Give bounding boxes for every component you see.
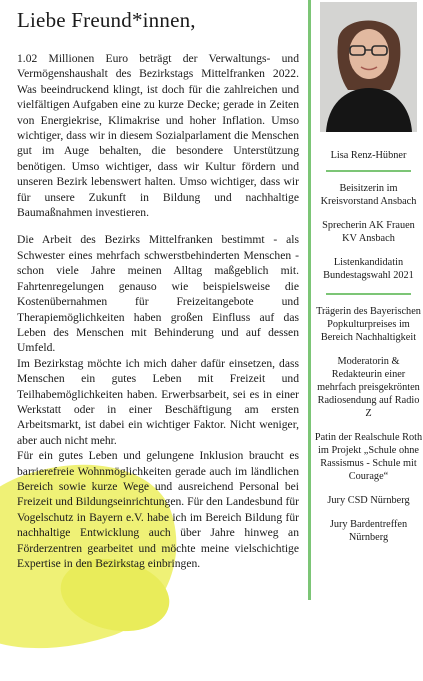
role-item: Jury Bardentreffen Nürnberg [329,519,408,543]
letter-column [17,8,299,583]
person-name: Lisa Renz-Hübner [330,150,407,161]
portrait-photo [320,2,417,132]
role-item: Patin der Realschule Roth im Projekt „Schule ohne Rassismus - Schule mit Courage“ [314,432,423,482]
role-item: Sprecherin AK Frauen KV Ansbach [322,220,415,244]
role-item: Moderatorin & Redakteurin einer mehrfach preisgekrönten Radiosendung auf Radio Z [317,356,420,419]
vertical-divider [308,0,311,600]
role-item: Beisitzerin im Kreisvorstand Ansbach [320,183,417,207]
letter-paragraph-2: Die Arbeit des Bezirks Mittelfranken bestimmt - als Schwester eines mehrfach schwerstbehinderten Menschen - schon viele Jahre meinen Alltag maßgeblich mit. Fahrtenregelungen genauso wie beispielsweise die Kostenübernahmen für Freizeitangebote und Therapiemöglichkeiten haben großen Einfluss auf das Leben des Menschen mit Behinderung und auf dessen Umfeld. Im Bezirkstag möchte ich mich daher dafür einsetzen, dass Menschen ein gutes Leben mit Freizeit und Teilhabemöglichkeiten haben. Erwerbsarbeit, sei es in einer Werkstatt oder in einer Beschäftigung am ersten Arbeitsmarkt, ist dabei ein wichtiger Faktor. Nicht weniger, aber auch nicht mehr. Für ein gutes Leben und gelungene Inklusion braucht es barrierefreie Wohnmöglichkeiten gerade auch im ländlichen Bereich sowie kurze Wege und ausreichend Personal bei Freizeit und Bildungseinrichtungen. Für den Landesbund für Vogelschutz in Bayern e.V. habe ich im Bereich Bildung für nachhaltige Entwicklung auch über Jahre hinweg an Förderzentren gearbeitet und möchte meine vielschichtige Expertise in den Bezirkstag einbringen. [17,233,299,570]
name-divider [326,170,411,172]
role-item: Jury CSD Nürnberg [327,495,410,506]
letter-heading: Liebe Freund*innen, [17,8,196,32]
letter-paragraph-1: 1.02 Millionen Euro beträgt der Verwaltungs- und Vermögenshaushalt des Bezirkstags Mittelfranken 2022. Was beeindruckend klingt, ist doch für die zahlreichen und vielfältigen Aufgaben eine zu kurze Decke; gerade in Zeiten von Energiekrise, Klimakrise und hoher Inflation. Umso wichtiger, dass wir in diesem Sozialparlament die Menschen gut im Auge behalten, die besondere Unterstützung benötigen. Umso wichtiger, dass wir Kultur fördern und unseren Bezirk lebenswert halten. Umso wichtiger, dass wir für unsere Zukunft in Bildung und nachhaltige Baumaßnahmen investieren. [17,52,299,220]
role-item: Listenkandidatin Bundestagswahl 2021 [323,257,414,281]
section-divider [326,293,411,295]
role-item: Trägerin des Bayerischen Popkulturpreises im Bereich Nachhaltigkeit [316,306,421,343]
sidebar [314,0,423,555]
